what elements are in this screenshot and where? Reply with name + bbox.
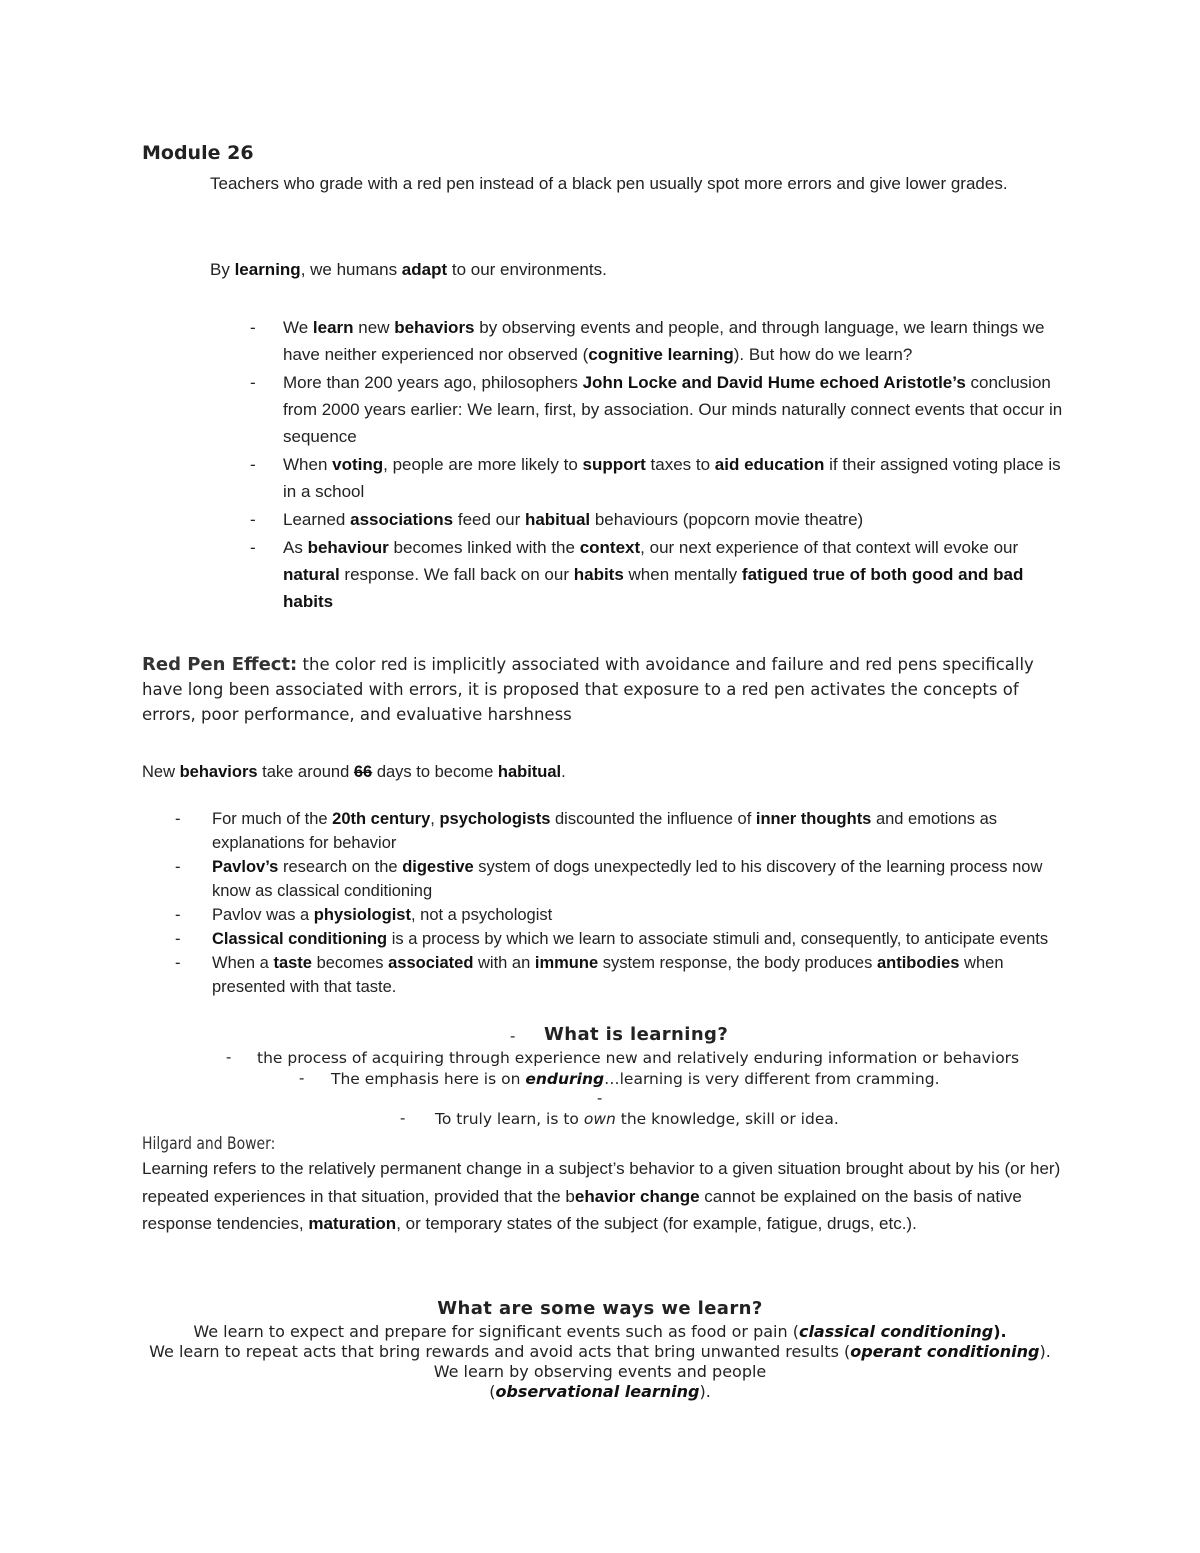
bold-term: associations — [350, 510, 454, 529]
dash-marker: - — [250, 510, 256, 529]
text-run: and emotions as explanations for behavior — [212, 810, 998, 852]
bold-term: voting — [332, 455, 384, 474]
dash-marker: - — [510, 1028, 516, 1045]
italic-term: observational learning — [495, 1382, 700, 1401]
text-run: , — [430, 810, 440, 828]
text-run: Learned — [283, 510, 351, 529]
bold-term: fatigued true of both good and bad habits — [283, 565, 1024, 611]
bold-term: habitual — [497, 763, 562, 781]
bold-term: psychologists — [439, 810, 551, 828]
bold-term: 66 — [353, 763, 373, 781]
text-run: , or temporary states of the subject (for example, fatigue, drugs, etc.). — [396, 1214, 917, 1233]
text-run: with an — [473, 954, 535, 972]
ways-observational: We learn by observing events and people — [433, 1362, 767, 1381]
text-run: For much of the — [212, 810, 333, 828]
text-run: New — [142, 763, 180, 781]
own-text — [435, 1110, 839, 1128]
bold-term: adapt — [401, 260, 448, 279]
bold-term: learn — [312, 318, 354, 337]
text-run: when mentally — [623, 565, 742, 584]
bold-term: support — [582, 455, 646, 474]
text-run: ). But how do we learn? — [733, 345, 913, 364]
list-item — [175, 927, 1060, 951]
text-run: to our environments. — [447, 260, 607, 279]
text-run: When — [283, 455, 333, 474]
italic-term: own — [583, 1110, 616, 1128]
list-item — [175, 855, 1060, 903]
text-run: …learning is very different from cramming. — [604, 1070, 940, 1088]
text-run: . — [561, 763, 566, 781]
dash-marker: - — [250, 538, 256, 557]
hilgard-label: Hilgard and Bower: — [142, 1134, 276, 1154]
bold-term: behaviour — [307, 538, 389, 557]
page-title: Module 26 — [142, 142, 254, 164]
text-run: response. We fall back on our — [339, 565, 574, 584]
bold-term: physiologist — [313, 906, 411, 924]
text-run: ). — [1039, 1342, 1051, 1361]
habit-days-line — [142, 760, 566, 784]
list-item — [175, 807, 1060, 855]
bold-term: natural — [283, 565, 340, 584]
bold-term: ehavior change — [574, 1186, 700, 1206]
ways-operant — [0, 1342, 1200, 1362]
text-run: take around — [257, 763, 354, 781]
bold-term: maturation — [308, 1214, 397, 1233]
text-run: , we humans — [300, 260, 402, 279]
dash-marker: - — [175, 810, 181, 828]
bold-term: habits — [573, 565, 624, 584]
text-run: behaviours (popcorn movie theatre) — [590, 510, 864, 529]
text-run: , our next experience of that context will evoke our — [640, 538, 1019, 557]
bold-term: associated — [388, 954, 474, 972]
text-run: new — [353, 318, 395, 337]
text-run: system of dogs unexpectedly led to his discovery of the learning process now know as classical conditioning — [212, 858, 1043, 900]
hilgard-label-wrap — [142, 1134, 305, 1154]
ways-heading: What are some ways we learn? — [437, 1298, 763, 1319]
text-run: ( — [489, 1382, 496, 1401]
what-is-learning-heading: What is learning? — [544, 1024, 729, 1045]
text-run: When a — [212, 954, 274, 972]
text-run: by observing events and people, and through language, we learn things we have neither experienced nor observed ( — [283, 318, 1045, 364]
dash-marker: - — [175, 858, 181, 876]
list-item — [250, 451, 1070, 505]
bold-term: learning — [234, 260, 301, 279]
bullet-list-pavlov — [175, 807, 1060, 999]
bold-term: Pavlov’s — [212, 858, 279, 876]
list-item — [250, 534, 1070, 615]
dash-marker: - — [175, 954, 181, 972]
text-run: More than 200 years ago, philosophers — [283, 373, 583, 392]
red-pen-effect-label: Red Pen Effect: — [142, 654, 298, 675]
text-run: feed our — [453, 510, 525, 529]
ways-observational-term — [0, 1382, 1200, 1402]
text-run: To truly learn, is to — [435, 1110, 584, 1128]
bold-term: taste — [273, 954, 312, 972]
bold-term: antibodies — [876, 954, 960, 972]
text-run: We — [283, 318, 313, 337]
list-item — [175, 951, 1060, 999]
bold-term: Classical conditioning — [212, 930, 388, 948]
dash-marker: - — [250, 373, 256, 392]
hilgard-definition — [142, 1155, 1067, 1238]
intro-paragraph: Teachers who grade with a red pen instead of a black pen usually spot more errors and give lower grades. — [210, 174, 1008, 193]
text-run: the knowledge, skill or idea. — [615, 1110, 839, 1128]
bold-term: behaviors — [179, 763, 258, 781]
dash-marker: - — [400, 1110, 406, 1127]
bold-term: aid education — [714, 455, 825, 474]
text-run: when presented with that taste. — [212, 954, 1004, 996]
bold-term: context — [579, 538, 641, 557]
text-run: We learn to expect and prepare for significant events such as food or pain ( — [193, 1322, 799, 1341]
dash-marker: - — [299, 1070, 305, 1087]
definition-text: the process of acquiring through experience new and relatively enduring information or behaviors — [257, 1049, 1020, 1067]
bold-term: John Locke and David Hume echoed Aristotle’s — [582, 373, 966, 392]
bold-term: habitual — [524, 510, 591, 529]
text-run: discounted the influence of — [550, 810, 756, 828]
italic-term: operant conditioning — [850, 1342, 1040, 1361]
text-run: is a process by which we learn to associate stimuli and, consequently, to anticipate events — [387, 930, 1049, 948]
red-pen-effect-paragraph — [142, 652, 1067, 727]
text-run: becomes — [311, 954, 389, 972]
text-run: if their assigned voting place is in a school — [283, 455, 1061, 501]
dash-marker: - — [250, 318, 256, 337]
bold-term: 20th century — [332, 810, 431, 828]
dash-marker: - — [226, 1049, 232, 1066]
bold-term: inner thoughts — [755, 810, 872, 828]
dash-marker: - — [175, 930, 181, 948]
list-item — [250, 314, 1070, 368]
ways-classical — [0, 1322, 1200, 1342]
emphasis-text — [331, 1070, 940, 1088]
list-item — [250, 369, 1070, 450]
dash-marker: - — [250, 455, 256, 474]
text-run: becomes linked with the — [388, 538, 580, 557]
text-run: cannot be explained on the basis of native response tendencies, — [142, 1186, 1022, 1233]
text-run: By — [210, 260, 235, 279]
bold-term: cognitive learning — [588, 345, 734, 364]
text-run: research on the — [278, 858, 403, 876]
text-run: taxes to — [645, 455, 715, 474]
italic-term: enduring — [525, 1070, 605, 1088]
text-run: days to become — [372, 763, 498, 781]
bold-term: digestive — [402, 858, 474, 876]
text-run: , people are more likely to — [383, 455, 583, 474]
text-run: ). — [699, 1382, 711, 1401]
bullet-list-learning — [250, 314, 1070, 616]
list-item — [250, 506, 1070, 533]
text-run: , not a psychologist — [410, 906, 553, 924]
text-run: We learn to repeat acts that bring rewards and avoid acts that bring unwanted results ( — [149, 1342, 851, 1361]
list-item — [175, 903, 1060, 927]
red-pen-effect-text: the color red is implicitly associated with avoidance and failure and red pens specifically have long been associated with errors, it is proposed that exposure to a red pen activates the concepts of errors, poor performance, and evaluative harshness — [142, 655, 1034, 724]
bold-term: behaviors — [394, 318, 475, 337]
italic-term: classical conditioning — [798, 1322, 994, 1341]
text-run: Learning refers to the relatively permanent change in a subject’s behavior to a given situation brought about by his (or her) repeated experiences in that situation, provided that the b — [142, 1159, 1061, 1206]
text-run: conclusion from 2000 years earlier: We learn, first, by association. Our minds naturally connect events that occur in sequence — [283, 373, 1063, 446]
bold-term: immune — [534, 954, 599, 972]
text-run: The emphasis here is on — [331, 1070, 526, 1088]
text-run: system response, the body produces — [598, 954, 877, 972]
text-run: As — [283, 538, 308, 557]
text-run: ). — [993, 1322, 1007, 1341]
dash-marker: - — [175, 906, 181, 924]
text-run: Pavlov was a — [212, 906, 314, 924]
intro-adapt-line — [210, 256, 1040, 283]
dash-marker: - — [597, 1090, 603, 1107]
